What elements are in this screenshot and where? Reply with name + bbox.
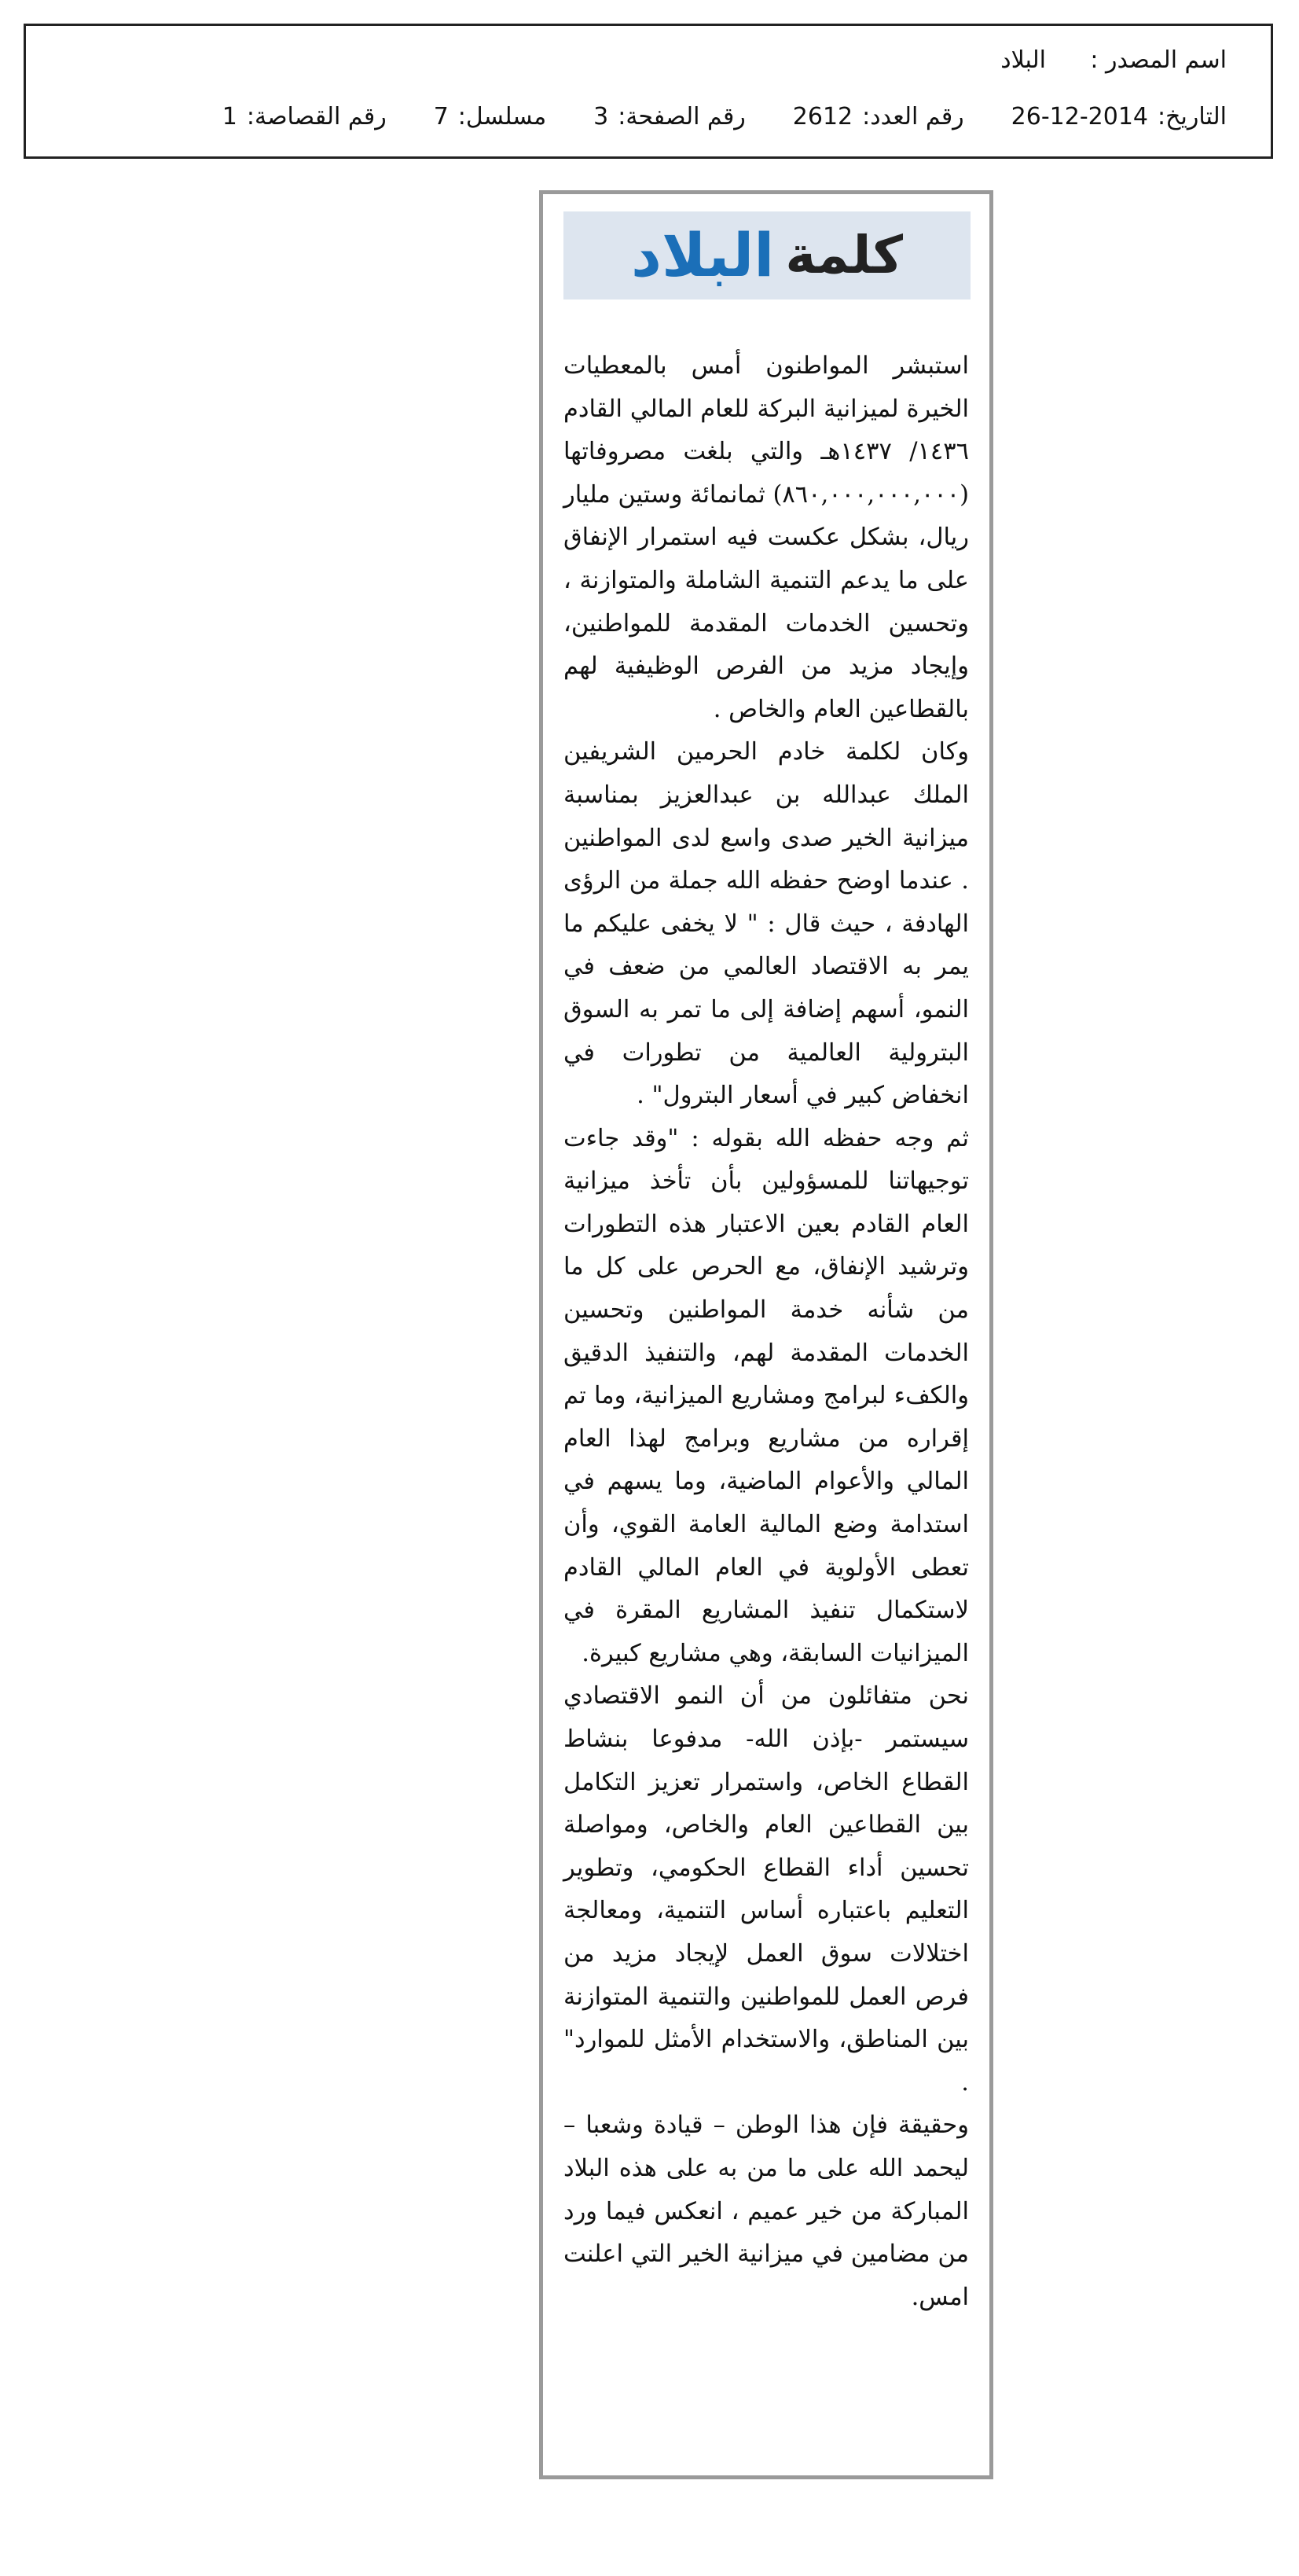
- article-paragraph: ثم وجه حفظه الله بقوله : "وقد جاءت توجيهاتنا للمسؤولين بأن تأخذ ميزانية العام القادم بعين الاعتبار هذه التطورات وترشيد الإنفاق، مع الحرص على كل ما من شأنه خدمة المواطنين وتحسين الخدمات المقدمة لهم، والتنفيذ الدقيق والكفء لبرامج ومشاريع الميزانية، وما تم إقراره من مشاريع وبرامج لهذا العام المالي والأعوام الماضية، وما يسهم في استدامة وضع المالية العامة القوي، وأن تعطى الأولوية في العام المالي القادم لاستكمال تنفيذ المشاريع المقرة في الميزانيات السابقة، وهي مشاريع كبيرة.: [563, 1124, 969, 1667]
- masthead-word-kalima: كلمة: [785, 225, 903, 285]
- article-paragraph: نحن متفائلون من أن النمو الاقتصادي سيستمر -بإذن الله- مدفوعا بنشاط القطاع الخاص، واستمرار تعزيز التكامل بين القطاعين العام والخاص، ومواصلة تحسين أداء القطاع الحكومي، وتطوير التعليم باعتباره أساس التنمية، ومعالجة اختلالات سوق العمل لإيجاد مزيد من فرص العمل للمواطنين والتنمية المتوازنة بين المناطق، والاستخدام الأمثل للموارد" .: [563, 1682, 969, 2096]
- article-paragraph: استبشر المواطنون أمس بالمعطيات الخيرة لميزانية البركة للعام المالي القادم ١٤٣٦/ ١٤٣٧هـ والتي بلغت مصروفاتها (٨٦٠,٠٠٠,٠٠٠,٠٠٠) ثمانمائة وستين مليار ريال، بشكل عكست فيه استمرار الإنفاق على ما يدعم التنمية الشاملة والمتوازنة ، وتحسين الخدمات المقدمة للمواطنين، وإيجاد مزيد من الفرص الوظيفية لهم بالقطاعين العام والخاص .: [563, 352, 969, 723]
- source-label: اسم المصدر :: [1090, 46, 1227, 74]
- clip-field: [222, 103, 387, 130]
- source-info-box: [24, 24, 1273, 159]
- serial-field: [434, 103, 546, 130]
- issue-value: 2612: [792, 102, 853, 130]
- issue-field: [793, 103, 964, 130]
- clip-label: رقم القصاصة:: [246, 102, 387, 130]
- serial-label: مسلسل:: [457, 102, 547, 130]
- serial-value: 7: [433, 102, 449, 130]
- metadata-row: [70, 97, 1227, 136]
- date-value: 26-12-2014: [1011, 102, 1149, 130]
- article-clipping: [539, 190, 993, 2479]
- page-label: رقم الصفحة:: [618, 102, 746, 130]
- clip-value: 1: [222, 102, 237, 130]
- source-row: [70, 40, 1227, 79]
- page-field: [593, 103, 746, 130]
- article-body: [563, 345, 969, 2319]
- column-masthead: [563, 211, 971, 299]
- date-field: [1011, 103, 1227, 130]
- issue-label: رقم العدد:: [862, 102, 964, 130]
- date-label: التاريخ:: [1158, 102, 1227, 130]
- page-value: 3: [593, 102, 609, 130]
- masthead-word-albilad: البلاد: [631, 220, 775, 290]
- source-value: البلاد: [1000, 46, 1046, 74]
- article-paragraph: وكان لكلمة خادم الحرمين الشريفين الملك عبدالله بن عبدالعزيز بمناسبة ميزانية الخير صدى واسع لدى المواطنين . عندما اوضح حفظه الله جملة من الرؤى الهادفة ، حيث قال : " لا يخفى عليكم ما يمر به الاقتصاد العالمي من ضعف في النمو، أسهم إضافة إلى ما تمر به السوق البترولية العالمية من تطورات في انخفاض كبير في أسعار البترول" .: [563, 738, 969, 1110]
- article-paragraph: وحقيقة فإن هذا الوطن – قيادة وشعبا – ليحمد الله على ما من به على هذه البلاد المباركة من خير عميم ، انعكس فيما ورد من مضامين في ميزانية الخير التي اعلنت امس.: [563, 2111, 969, 2311]
